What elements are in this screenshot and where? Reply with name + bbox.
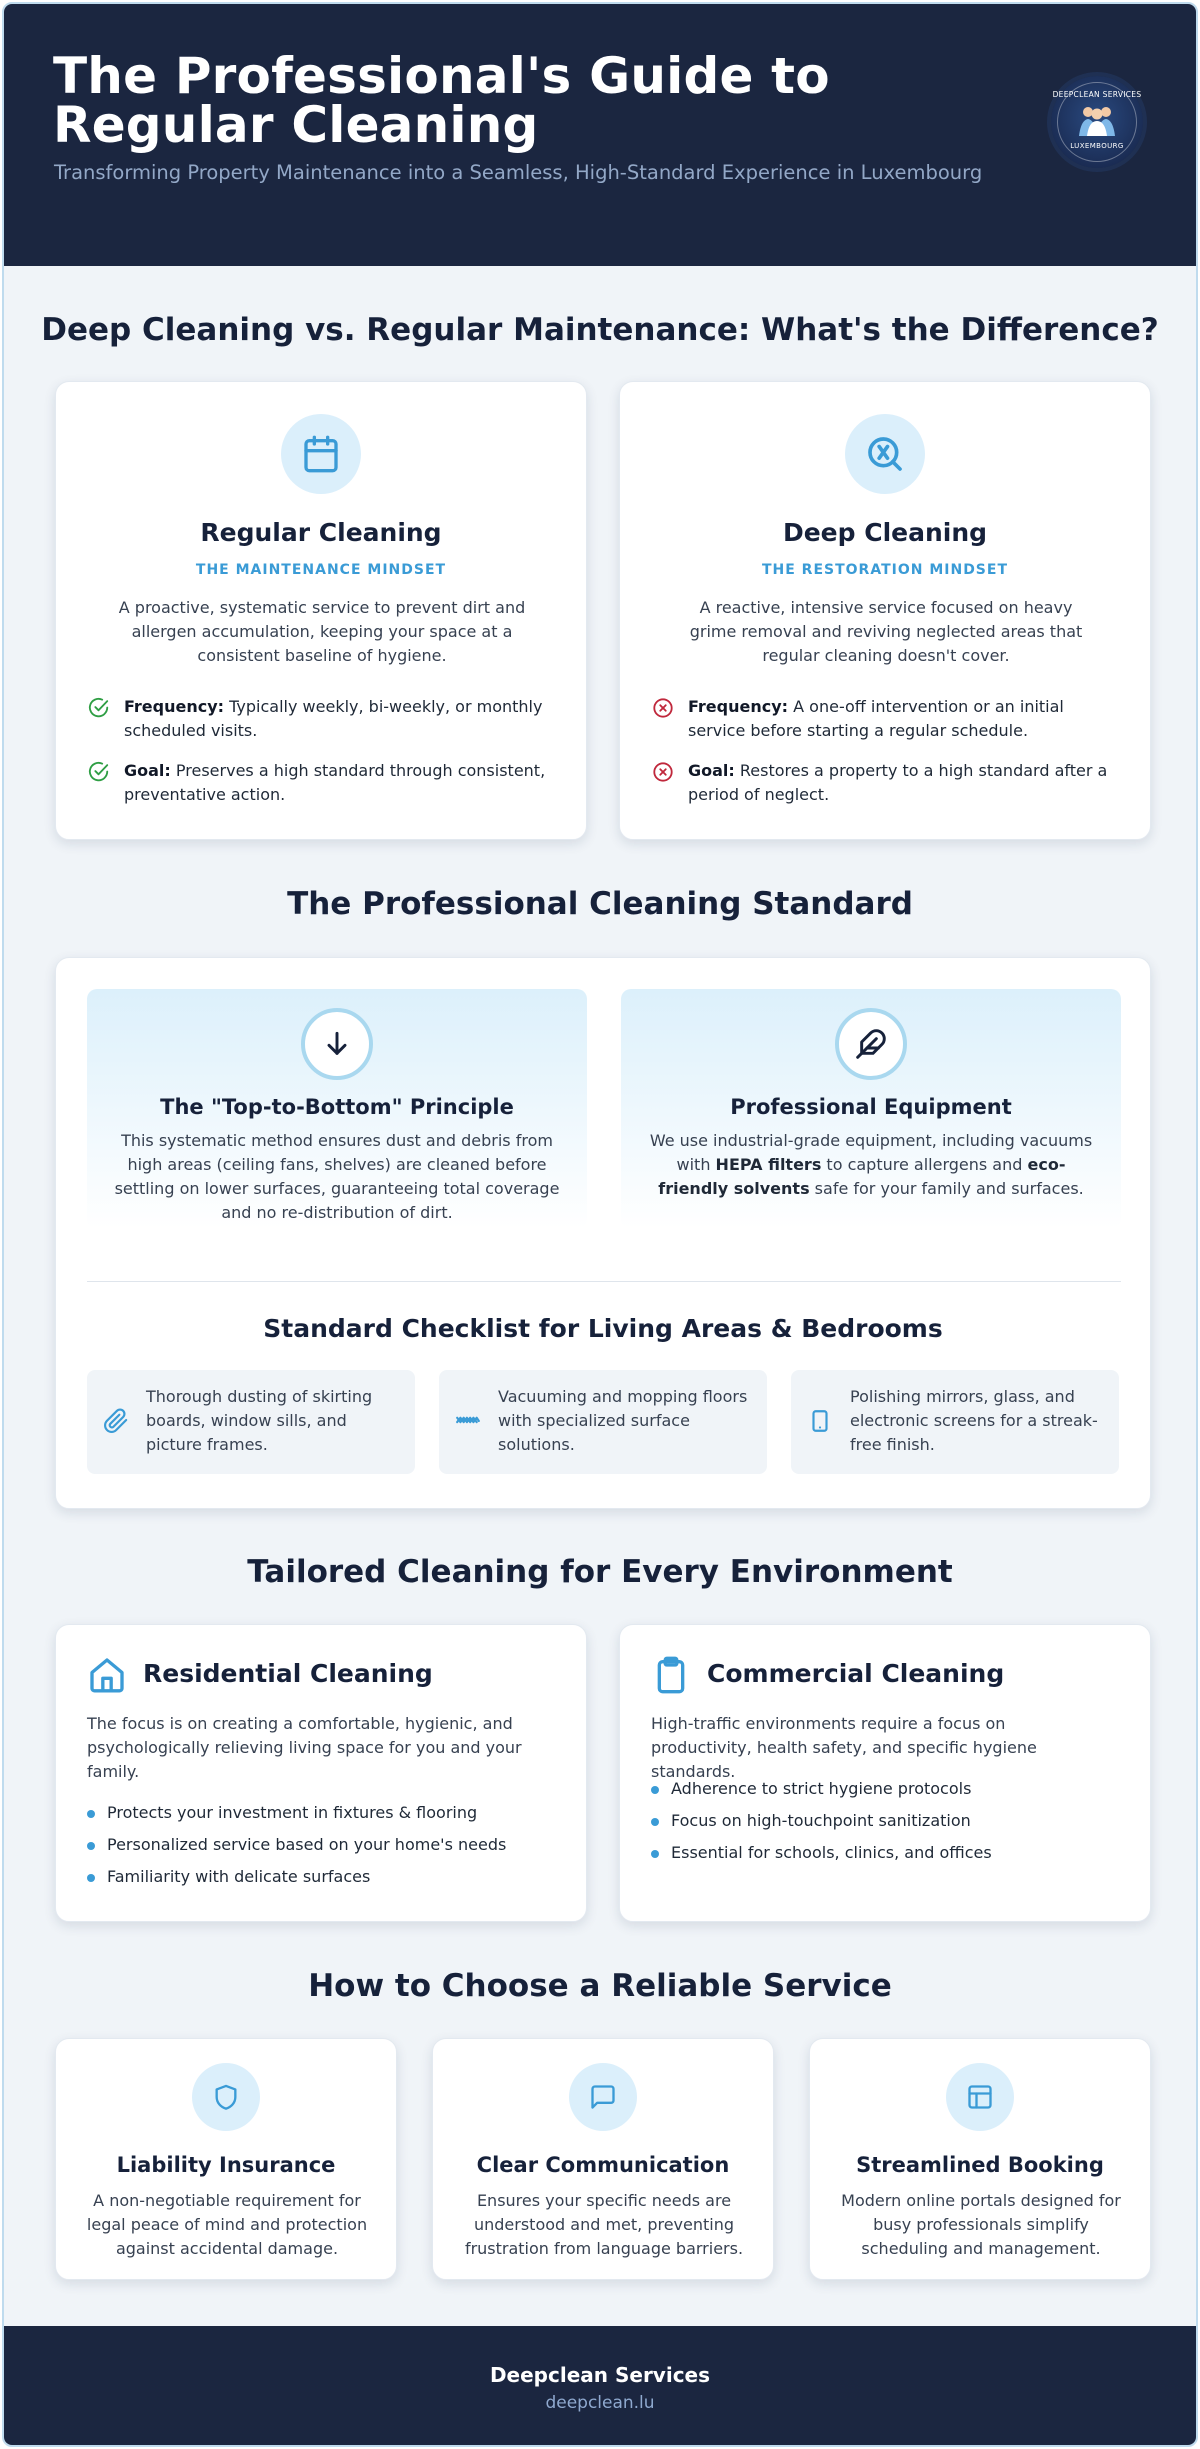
top-to-bottom-box (87, 989, 587, 1229)
commercial-description: High-traffic environments require a focus on productivity, health safety, and specific hygiene standards. (651, 1714, 1037, 1781)
arrow-down-icon (301, 1008, 373, 1080)
logo-text-top: DEEPCLEAN SERVICES (1052, 90, 1142, 99)
point-label: Goal: (688, 761, 735, 780)
checklist-item (439, 1370, 767, 1474)
company-logo (1051, 76, 1143, 168)
deep-cleaning-title: Deep Cleaning (782, 518, 988, 547)
paperclip-icon (103, 1408, 129, 1434)
environments-title: Tailored Cleaning for Every Environment (247, 1554, 953, 1590)
point-text: A one-off intervention or an initial service before starting a regular schedule. (688, 697, 1064, 740)
waves-icon (455, 1408, 481, 1434)
point-label: Goal: (124, 761, 171, 780)
page-subtitle: Transforming Property Maintenance into a Seamless, High-Standard Experience in Luxembourg (54, 161, 983, 184)
equipment-box (621, 989, 1121, 1229)
checklist-text: Thorough dusting of skirting boards, window sills, and picture frames. (146, 1387, 373, 1454)
liability-insurance-card (55, 2038, 397, 2280)
residential-description: The focus is on creating a comfortable, hygienic, and psychologically relieving living space for you and your family. (87, 1714, 522, 1781)
x-circle-icon (652, 761, 674, 783)
streamlined-booking-card (809, 2038, 1151, 2280)
regular-cleaning-card (55, 381, 587, 840)
clipboard-icon (651, 1655, 691, 1695)
company-name: Deepclean Services (489, 2363, 711, 2387)
website-link[interactable]: deepclean.lu (545, 2393, 655, 2413)
deep-mindset: THE RESTORATION MINDSET (761, 562, 1009, 578)
logo-people-icon (1075, 102, 1119, 138)
checklist-item (87, 1370, 415, 1474)
top-to-bottom-title: The "Top-to-Bottom" Principle (160, 1095, 514, 1119)
standard-card (55, 957, 1151, 1509)
checklist-text: Polishing mirrors, glass, and electronic screens for a streak-free finish. (850, 1387, 1098, 1454)
layout-icon (946, 2063, 1014, 2131)
point-label: Frequency: (124, 697, 225, 716)
regular-mindset: THE MAINTENANCE MINDSET (195, 562, 447, 578)
point-text: Preserves a high standard through consistent, preventative action. (124, 761, 546, 804)
tablet-icon (807, 1408, 833, 1434)
feather-icon (835, 1008, 907, 1080)
search-x-icon (845, 414, 925, 494)
equipment-description: We use industrial-grade equipment, including vacuums with HEPA filters to capture allergens and eco-friendly solvents safe for your family and surfaces. (649, 1131, 1093, 1198)
logo-text-bottom: LUXEMBOURG (1070, 142, 1124, 150)
checklist-text: Vacuuming and mopping floors with specialized surface solutions. (498, 1387, 748, 1454)
comparison-title: Deep Cleaning vs. Regular Maintenance: What's the Difference? (41, 312, 1159, 348)
equipment-title: Professional Equipment (730, 1095, 1012, 1119)
shield-icon (192, 2063, 260, 2131)
card-description: Ensures your specific needs are understood and met, preventing frustration from language barriers. (464, 2191, 744, 2258)
home-icon (87, 1655, 127, 1695)
eco-solvents-emphasis: eco-friendly solvents (658, 1155, 1066, 1198)
regular-description: A proactive, systematic service to prevent dirt and allergen accumulation, keeping your space at a consistent baseline of hygiene. (118, 598, 526, 665)
commercial-card: Commercial Cleaning High-traffic environments require a focus on productivity, health safety, and specific hygiene standards. Adherence to strict hygiene protocols Focus on high-touchpoint sanitization Essential for schools, clinics, and offices (619, 1624, 1151, 1922)
deep-cleaning-card (619, 381, 1151, 840)
card-title: Clear Communication (476, 2153, 730, 2177)
check-circle-icon (88, 761, 110, 783)
section-divider (87, 1281, 1121, 1282)
clear-communication-card (432, 2038, 774, 2280)
check-circle-icon (88, 697, 110, 719)
page-title: The Professional's Guide to Regular Cleaning (53, 47, 830, 154)
residential-title: Residential Cleaning (143, 1659, 433, 1688)
page-footer (4, 2326, 1196, 2447)
commercial-title: Commercial Cleaning (707, 1659, 1005, 1688)
x-circle-icon (652, 697, 674, 719)
deep-description: A reactive, intensive service focused on heavy grime removal and reviving neglected areas that regular cleaning doesn't cover. (689, 598, 1083, 665)
card-description: A non-negotiable requirement for legal peace of mind and protection against accidental damage. (86, 2191, 368, 2258)
card-title: Liability Insurance (116, 2153, 336, 2177)
point-label: Frequency: (688, 697, 789, 716)
page-frame (2, 2, 1198, 2447)
page-header (4, 4, 1196, 266)
choose-title: How to Choose a Reliable Service (308, 1968, 892, 2004)
hepa-filters-emphasis: HEPA filters (715, 1155, 822, 1174)
residential-card: Residential Cleaning The focus is on creating a comfortable, hygienic, and psychologically relieving living space for you and your family. Protects your investment in fixtures & flooring Personalized service based on your home's needs Familiarity with delicate surfaces (55, 1624, 587, 1922)
point-text: Restores a property to a high standard after a period of neglect. (688, 761, 1108, 804)
checklist-title: Standard Checklist for Living Areas & Bedrooms (263, 1314, 943, 1343)
standard-title: The Professional Cleaning Standard (287, 886, 913, 922)
calendar-icon (281, 414, 361, 494)
message-icon (569, 2063, 637, 2131)
regular-cleaning-title: Regular Cleaning (200, 518, 442, 547)
top-to-bottom-description: This systematic method ensures dust and debris from high areas (ceiling fans, shelves) are cleaned before settling on lower surfaces, guaranteeing total coverage and no re-distribution of dirt. (114, 1131, 560, 1222)
card-description: Modern online portals designed for busy professionals simplify scheduling and management. (841, 2191, 1121, 2258)
card-title: Streamlined Booking (856, 2153, 1104, 2177)
point-text: Typically weekly, bi-weekly, or monthly scheduled visits. (124, 697, 543, 740)
checklist-item (791, 1370, 1119, 1474)
